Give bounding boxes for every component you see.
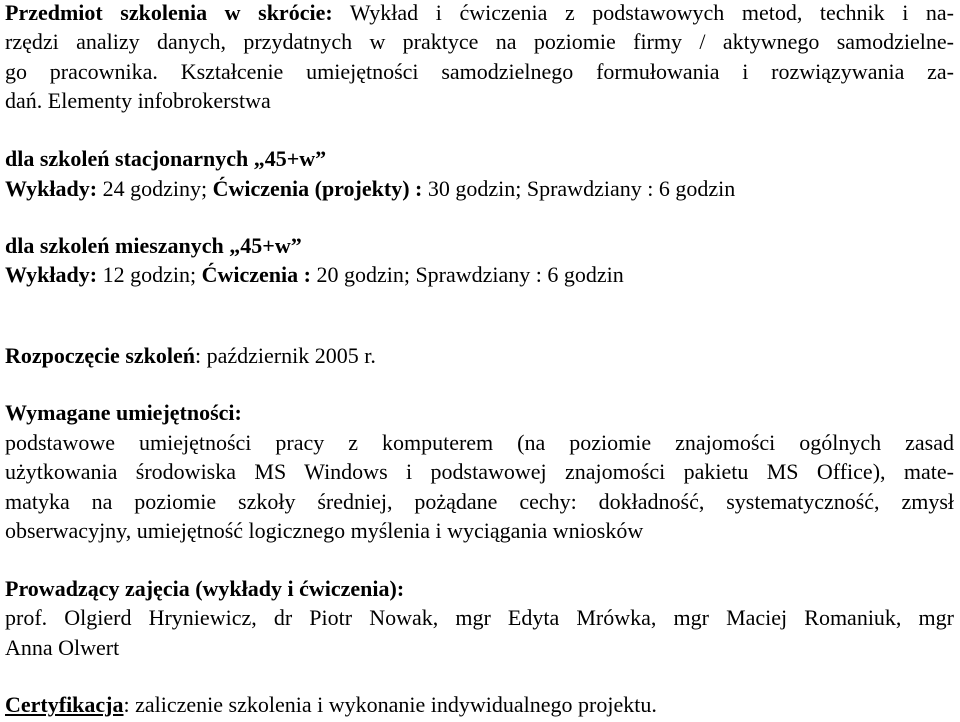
instructors-line-1: prof. Olgierd Hryniewicz, dr Piotr Nowak, mgr Edyta Mrówka, mgr Maciej Romaniuk, mgr: [5, 605, 954, 630]
requirements-line-4: obserwacyjny, umiejętność logicznego myślenia i wyciągania wniosków: [5, 518, 644, 543]
mixed-lectures-label: Wykłady:: [5, 262, 98, 287]
stationary-exercises-value: 30 godzin; Sprawdziany : 6 godzin: [422, 176, 736, 201]
mixed-heading: dla szkoleń mieszanych „45+w”: [5, 233, 302, 258]
mixed-hours: [5, 262, 624, 288]
summary-line-2: rzędzi analizy danych, przydatnych w praktyce na poziomie firmy / aktywnego samodzielne-: [5, 29, 954, 54]
summary-label: Przedmiot szkolenia w skrócie:: [5, 0, 333, 25]
requirements-heading: Wymagane umiejętności:: [5, 400, 242, 425]
mixed-exercises-label: Ćwiczenia :: [201, 262, 311, 287]
mixed-lectures-value: 12 godzin;: [97, 262, 202, 287]
summary-line-4: dań. Elementy infobrokerstwa: [5, 88, 271, 113]
stationary-lectures-value: 24 godziny;: [97, 176, 213, 201]
requirements-line-2: użytkowania środowiska MS Windows i podstawowej znajomości pakietu MS Office), mate-: [5, 459, 954, 484]
stationary-exercises-label: Ćwiczenia (projekty) :: [212, 176, 423, 201]
instructors-heading: Prowadzący zajęcia (wykłady i ćwiczenia):: [5, 576, 405, 601]
start-line: [5, 343, 376, 369]
stationary-lectures-label: Wykłady:: [5, 176, 98, 201]
mixed-exercises-value: 20 godzin; Sprawdziany : 6 godzin: [310, 262, 624, 287]
start-value: : październik 2005 r.: [195, 343, 376, 368]
start-label: Rozpoczęcie szkoleń: [5, 343, 195, 368]
summary-line-3: go pracownika. Kształcenie umiejętności samodzielnego formułowania i rozwiązywania za-: [5, 59, 954, 84]
summary-line-1: [5, 0, 954, 26]
summary-text-1: Wykład i ćwiczenia z podstawowych metod, technik i na-: [349, 0, 955, 25]
requirements-line-3: matyka na poziomie szkoły średniej, pożądane cechy: dokładność, systematyczność, zmysł: [5, 489, 954, 514]
stationary-hours: [5, 176, 735, 202]
instructors-line-2: Anna Olwert: [5, 635, 120, 660]
certification-line: [5, 692, 657, 718]
requirements-line-1: podstawowe umiejętności pracy z komputerem (na poziomie znajomości ogólnych zasad: [5, 430, 954, 455]
certification-label: Certyfikacja: [5, 692, 124, 717]
certification-value: : zaliczenie szkolenia i wykonanie indywidualnego projektu.: [123, 692, 657, 717]
stationary-heading: dla szkoleń stacjonarnych „45+w”: [5, 146, 327, 171]
